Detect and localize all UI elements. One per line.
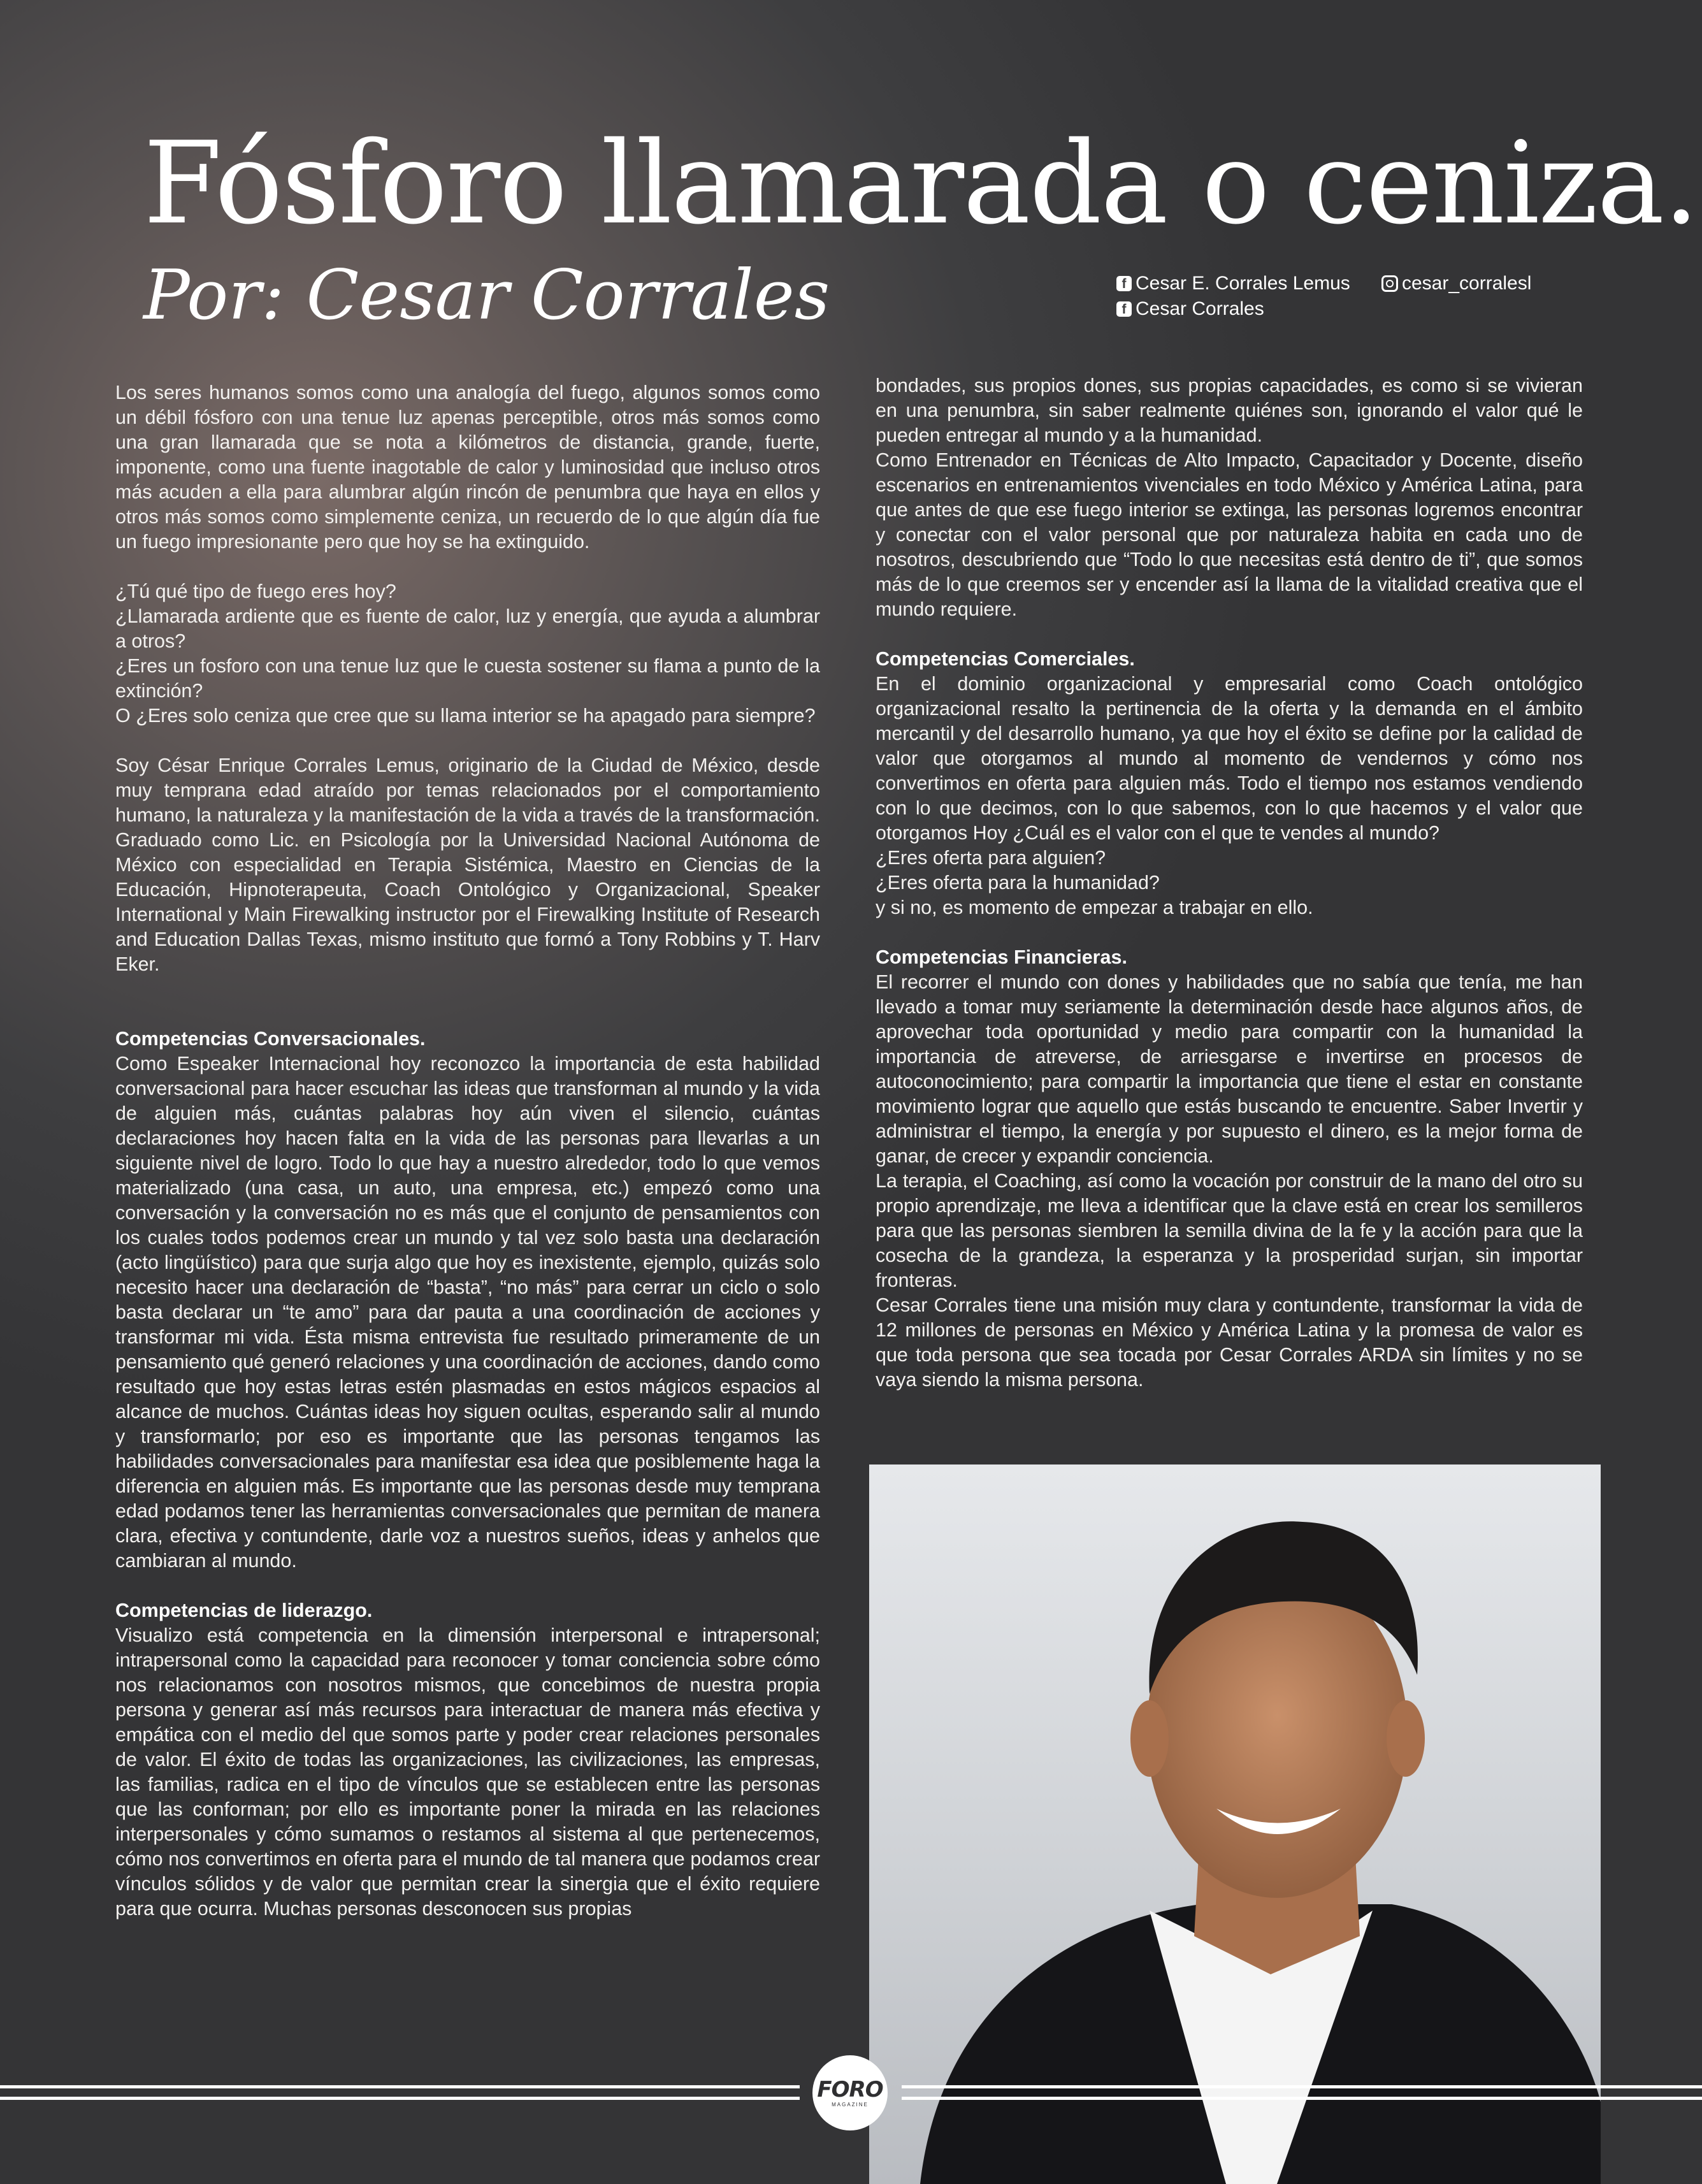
author-portrait-photo xyxy=(869,1464,1601,2184)
question: ¿Eres oferta para la humanidad? xyxy=(876,872,1160,893)
section-body: En el dominio organizacional y empresarial como Coach ontológico organizacional resalto la pertinencia de la oferta y la demanda en el ámbito mercantil y del desarrollo humano, ya que hoy el éxito se define por la calidad de valor que otorgamos al mundo al momento de vendernos y cómo nos convertimos en oferta para alguien más. Todo el tiempo nos estamos vendiendo con lo que decimos, con lo que sabemos, con lo que hacemos y el valor que otorgamos Hoy ¿Cuál es el valor con el que te vendes al mundo? xyxy=(876,673,1583,844)
footer-rule xyxy=(902,2085,1702,2088)
section-heading: Competencias Comerciales. xyxy=(876,648,1135,670)
instagram-link[interactable] xyxy=(1381,271,1531,296)
left-column xyxy=(115,380,820,1921)
instagram-links xyxy=(1381,271,1531,296)
trainer-paragraph: Como Entrenador en Técnicas de Alto Impacto, Capacitador y Docente, diseño escenarios en entrenamientos vivenciales en todo México y América Latina, para que antes de que ese fuego interior se extinga, las personas logremos encontrar y conectar con el valor personal que por naturaleza habita en cada uno de nosotros, descubriendo que “Todo lo que necesitas está dentro de ti”, que somos más de lo que creemos ser y encender así la llama de la vitalidad creativa que el mundo requiere. xyxy=(876,449,1583,620)
footer-rule xyxy=(902,2097,1702,2100)
facebook-links xyxy=(1116,271,1350,322)
ear xyxy=(1387,1700,1425,1777)
author-portrait-illustration xyxy=(869,1464,1601,2184)
question: ¿Eres oferta para alguien? xyxy=(876,847,1106,869)
section-body: Visualizo está competencia en la dimensión interpersonal e intrapersonal; intrapersonal como la capacidad para reconocer y tomar conciencia sobre cómo nos relacionamos con nosotros mismos, que concebimos de nuestra propia persona y generar así más recursos para interactuar de manera más efectiva y empática con el medio del que somos parte y poder crear relaciones personales de valor. El éxito de todas las organizaciones, las civilizaciones, las empresas, las familias, radica en el tipo de vínculos que se establecen entre las personas que las conforman; por ello es importante poner la mirada en las relaciones interpersonales y cómo sumamos o restamos al sistema al que pertenecemos, cómo nos convertimos en oferta para el mundo de tal manera que podamos crear vínculos sólidos y de valor que permitan crear la sinergia que el éxito requiere para que ocurra. Muchas personas desconocen sus propias xyxy=(115,1624,820,1920)
facebook-link[interactable] xyxy=(1116,296,1350,322)
section-body: El recorrer el mundo con dones y habilidades que no sabía que tenía, me han llevado a tomar muy seriamente la determinación desde hace algunos años, de aprovechar toda oportunidad y medio para compartir con la humanidad la importancia de atreverse, de arriesgarse e invertirse en procesos de autoconocimiento; para compartir la importancia que tiene el estar en constante movimiento lograr que aquello que estás buscando te encuentre. Saber Invertir y administrar el tiempo, la energía y por supuesto el dinero, es la mejor forma de ganar, de crecer y expandir conciencia. xyxy=(876,971,1583,1167)
question: O ¿Eres solo ceniza que cree que su llama interior se ha apagado para siempre? xyxy=(115,705,816,727)
instagram-icon xyxy=(1381,275,1398,292)
question: ¿Llamarada ardiente que es fuente de calor, luz y energía, que ayuda a alumbrar a otros? xyxy=(115,605,820,652)
article-byline: Por: Cesar Corrales xyxy=(143,256,830,335)
section-heading: Competencias de liderazgo. xyxy=(115,1600,373,1621)
footer-rule xyxy=(0,2097,800,2100)
ear xyxy=(1130,1700,1169,1777)
facebook-icon: f xyxy=(1116,276,1132,291)
intro-paragraph: Los seres humanos somos como una analogía del fuego, algunos somos como un débil fósforo con una tenue luz apenas perceptible, otros más somos como una gran llamarada que se nota a kilómetros de distancia, grande, fuerte, imponente, como una fuente inagotable de calor y luminosidad que incluso otros más acuden a ella para alumbrar algún rincón de penumbra que haya en ellos y otros más somos como simplemente ceniza, un recuerdo de lo que algún día fue un fuego impresionante pero que hoy se ha extinguido. xyxy=(115,382,820,553)
facebook-name: Cesar E. Corrales Lemus xyxy=(1136,273,1350,294)
right-column xyxy=(876,373,1583,1392)
question: y si no, es momento de empezar a trabajar en ello. xyxy=(876,897,1313,918)
logo-subtitle: MAGAZINE xyxy=(832,2101,869,2108)
article-title: Fósforo llamarada o ceniza. xyxy=(143,117,1698,249)
section-body: Como Espeaker Internacional hoy reconozco la importancia de esta habilidad conversacional para hacer escuchar las ideas que transforman al mundo y la vida de alguien más, cuántas palabras hoy aún viven el silencio, cuántas declaraciones hoy hacen falta en la vida de las personas para llevarlas a un siguiente nivel de logro. Todo lo que hay a nuestro alrededor, todo lo que vemos materializado (una casa, un auto, una empresa, etc.) empezó como una conversación y la conversación no es más que el conjunto de pensamientos con los cuales todos podemos crear un mundo y tal vez solo basta una declaración (acto lingüístico) para que surja algo que hoy es inexistente, ejemplo, quizás solo necesito hacer una declaración de “basta”, “no más” para cerrar un ciclo o solo basta declarar un “te amo” para dar pauta a una coordinación de acciones y transformar mi vida. Ésta misma entrevista fue resultado primeramente de un pensamiento qué generó relaciones y una coordinación de acciones, dando como resultado que hoy estas letras estén plasmadas en estos mágicos espacios al alcance de muchos. Cuántas ideas hoy siguen ocultas, esperando salir al mundo y transformarlo; por eso es importante que las personas tengamos las habilidades conversacionales para manifestar esa idea que posiblemente haga la diferencia en alguien más. Es importante que las personas desde muy temprana edad podamos tener las herramientas conversacionales que permitan de manera clara, efectiva y contundente, darle voz a nuestros sueños, ideas y anhelos que cambiaran al mundo. xyxy=(115,1053,820,1572)
bio-paragraph: Soy César Enrique Corrales Lemus, originario de la Ciudad de México, desde muy temprana edad atraído por temas relacionados por el comportamiento humano, la naturaleza y la manifestación de la vida a través de la transformación. Graduado como Lic. en Psicología por la Universidad Nacional Autónoma de México con especialidad en Terapia Sistémica, Maestro en Ciencias de la Educación, Hipnoterapeuta, Coach Ontológico y Organizacional, Speaker International y Main Firewalking instructor por el Firewalking Institute of Research and Education Dallas Texas, mismo instituto que formó a Tony Robbins y T. Harv Eker. xyxy=(115,755,820,975)
question: ¿Tú qué tipo de fuego eres hoy? xyxy=(115,581,396,602)
facebook-link[interactable] xyxy=(1116,271,1350,296)
facebook-icon: f xyxy=(1116,301,1132,317)
mission-paragraph: Cesar Corrales tiene una misión muy clara y contundente, transformar la vida de 12 millones de personas en México y América Latina y la promesa de valor es que toda persona que sea tocada por Cesar Corrales ARDA sin límites y no se vaya siendo la misma persona. xyxy=(876,1294,1583,1391)
logo-name: FORO xyxy=(817,2076,883,2102)
therapy-paragraph: La terapia, el Coaching, así como la vocación por construir de la mano del otro su propio aprendizaje, me lleva a identificar que la clave está en crear los semilleros para que las personas siembren la semilla divina de la fe y la acción para que la cosecha de la grandeza, la esperanza y la prosperidad surjan, sin importar fronteras. xyxy=(876,1170,1583,1291)
foro-magazine-logo xyxy=(812,2055,888,2130)
footer-rule xyxy=(0,2085,800,2088)
section-heading: Competencias Conversacionales. xyxy=(115,1028,426,1050)
question: ¿Eres un fosforo con una tenue luz que le cuesta sostener su flama a punto de la extinción? xyxy=(115,655,820,702)
continued-paragraph: bondades, sus propios dones, sus propias capacidades, es como si se vivieran en una penumbra, sin saber realmente quiénes son, ignorando el valor qué le pueden entregar al mundo y a la humanidad. xyxy=(876,375,1583,446)
facebook-name: Cesar Corrales xyxy=(1136,298,1264,319)
instagram-handle: cesar_corralesl xyxy=(1402,273,1532,294)
section-heading: Competencias Financieras. xyxy=(876,946,1127,968)
